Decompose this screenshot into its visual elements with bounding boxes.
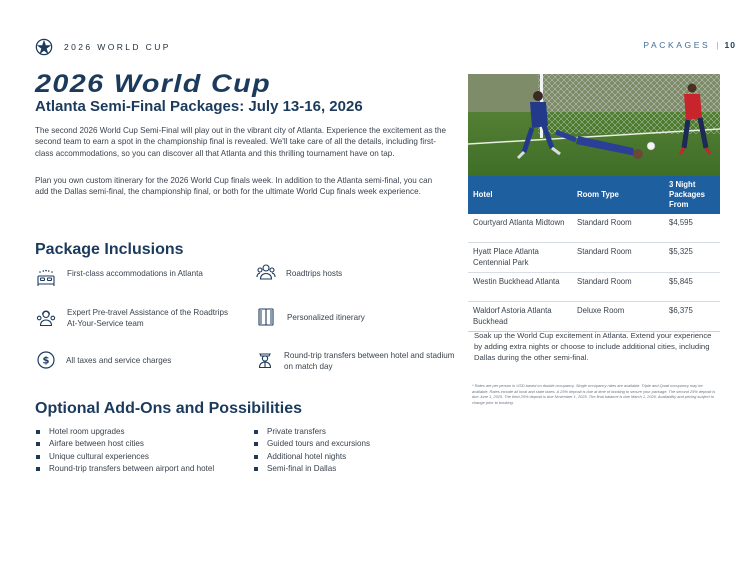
column-header-room-type: Room Type	[572, 176, 664, 214]
page-title: 2026 World Cup	[35, 70, 272, 98]
section-label: PACKAGES	[643, 40, 711, 50]
inclusion-transfers: Round-trip transfers between hotel and stadium on match day	[284, 351, 455, 371]
list-item: Hotel room upgrades	[36, 426, 214, 438]
table-row	[468, 273, 720, 302]
room-type: Standard Room	[572, 214, 664, 243]
soccer-match-photo	[468, 74, 720, 176]
host-group-icon	[256, 262, 276, 282]
package-price: $5,845	[664, 273, 720, 302]
intro-paragraph-1: The second 2026 World Cup Semi-Final will play out in the vibrant city of Atlanta. Experience the excitement as the second team to earn a spot in the championship final is revealed. We'll take care of all the details, including first-class accommodations, so you can discover all that Atlanta and this thrilling tournament have on tap.	[35, 126, 447, 158]
hotel-name: Hyatt Place Atlanta Centennial Park	[468, 243, 572, 273]
list-item: Round-trip transfers between airport and hotel	[36, 463, 214, 475]
list-item: Semi-final in Dallas	[254, 463, 370, 475]
extend-experience-note: Soak up the World Cup excitement in Atlanta. Extend your experience by adding extra nights or choose to include additional cities, including Dallas during the other semi-final.	[474, 331, 712, 362]
room-type: Deluxe Room	[572, 302, 664, 332]
page-subtitle: Atlanta Semi-Final Packages: July 13-16, 2026	[35, 98, 363, 115]
inclusion-pretravel: Expert Pre-travel Assistance of the Roadtrips At-Your-Service team	[67, 308, 229, 328]
list-item: Unique cultural experiences	[36, 451, 214, 463]
list-item: Guided tours and excursions	[254, 438, 370, 450]
inclusion-taxes: All taxes and service charges	[66, 356, 172, 365]
hotel-price-table	[468, 176, 720, 332]
dollar-coin-icon	[36, 350, 56, 370]
table-row	[468, 243, 720, 273]
itinerary-book-icon	[256, 307, 276, 327]
table-row	[468, 302, 720, 332]
brand-name: 2026 WORLD CUP	[64, 42, 171, 52]
table-header-row	[468, 176, 720, 214]
driver-icon	[255, 349, 275, 369]
hotel-name: Courtyard Atlanta Midtown	[468, 214, 572, 243]
svg-text:$: $	[42, 355, 50, 367]
hotel-name: Westin Buckhead Atlanta	[468, 273, 572, 302]
package-price: $5,325	[664, 243, 720, 273]
table-row	[468, 214, 720, 243]
intro-paragraph-2: Plan you own custom itinerary for the 2026 World Cup finals week. In addition to the Atlanta semi-final, you can add the Dallas semi-final, the championship final, or both for the ultimate World Cup finals week experience.	[35, 176, 433, 197]
inclusion-itinerary: Personalized itinerary	[287, 313, 365, 322]
package-price: $6,375	[664, 302, 720, 332]
package-price: $4,595	[664, 214, 720, 243]
room-type: Standard Room	[572, 273, 664, 302]
column-header-hotel: Hotel	[468, 176, 572, 214]
fine-print: * Rates are per person in USD based on double occupancy. Single occupancy rates are available. Triple and Quad occupancy may be available. Rates include all local and state taxes. A 25% deposit is due at time of booking to secure your package. The second 25% deposit is due June 1, 2025. The third 25% deposit is due November 1, 2025. The final balance is due March 1, 2026. Availability and pricing subject to change prior to booking.	[472, 383, 716, 405]
column-header-price: 3 Night Packages From	[664, 176, 720, 214]
addons-heading: Optional Add-Ons and Possibilities	[35, 400, 302, 417]
page-number: 10	[724, 40, 736, 50]
addons-list-right	[254, 426, 370, 475]
inclusion-hosts: Roadtrips hosts	[286, 269, 343, 278]
list-item: Private transfers	[254, 426, 370, 438]
list-item: Additional hotel nights	[254, 451, 370, 463]
header-divider: |	[716, 40, 719, 50]
list-item: Airfare between host cities	[36, 438, 214, 450]
world-cup-logo-icon	[35, 38, 53, 56]
hotel-name: Waldorf Astoria Atlanta Buckhead	[468, 302, 572, 332]
assistance-team-icon	[36, 308, 56, 328]
inclusion-accommodations: First-class accommodations in Atlanta	[67, 269, 203, 278]
hotel-bed-icon	[36, 268, 56, 288]
room-type: Standard Room	[572, 243, 664, 273]
page-header-right	[643, 40, 736, 50]
addons-list-left	[36, 426, 214, 475]
inclusions-heading: Package Inclusions	[35, 241, 184, 258]
